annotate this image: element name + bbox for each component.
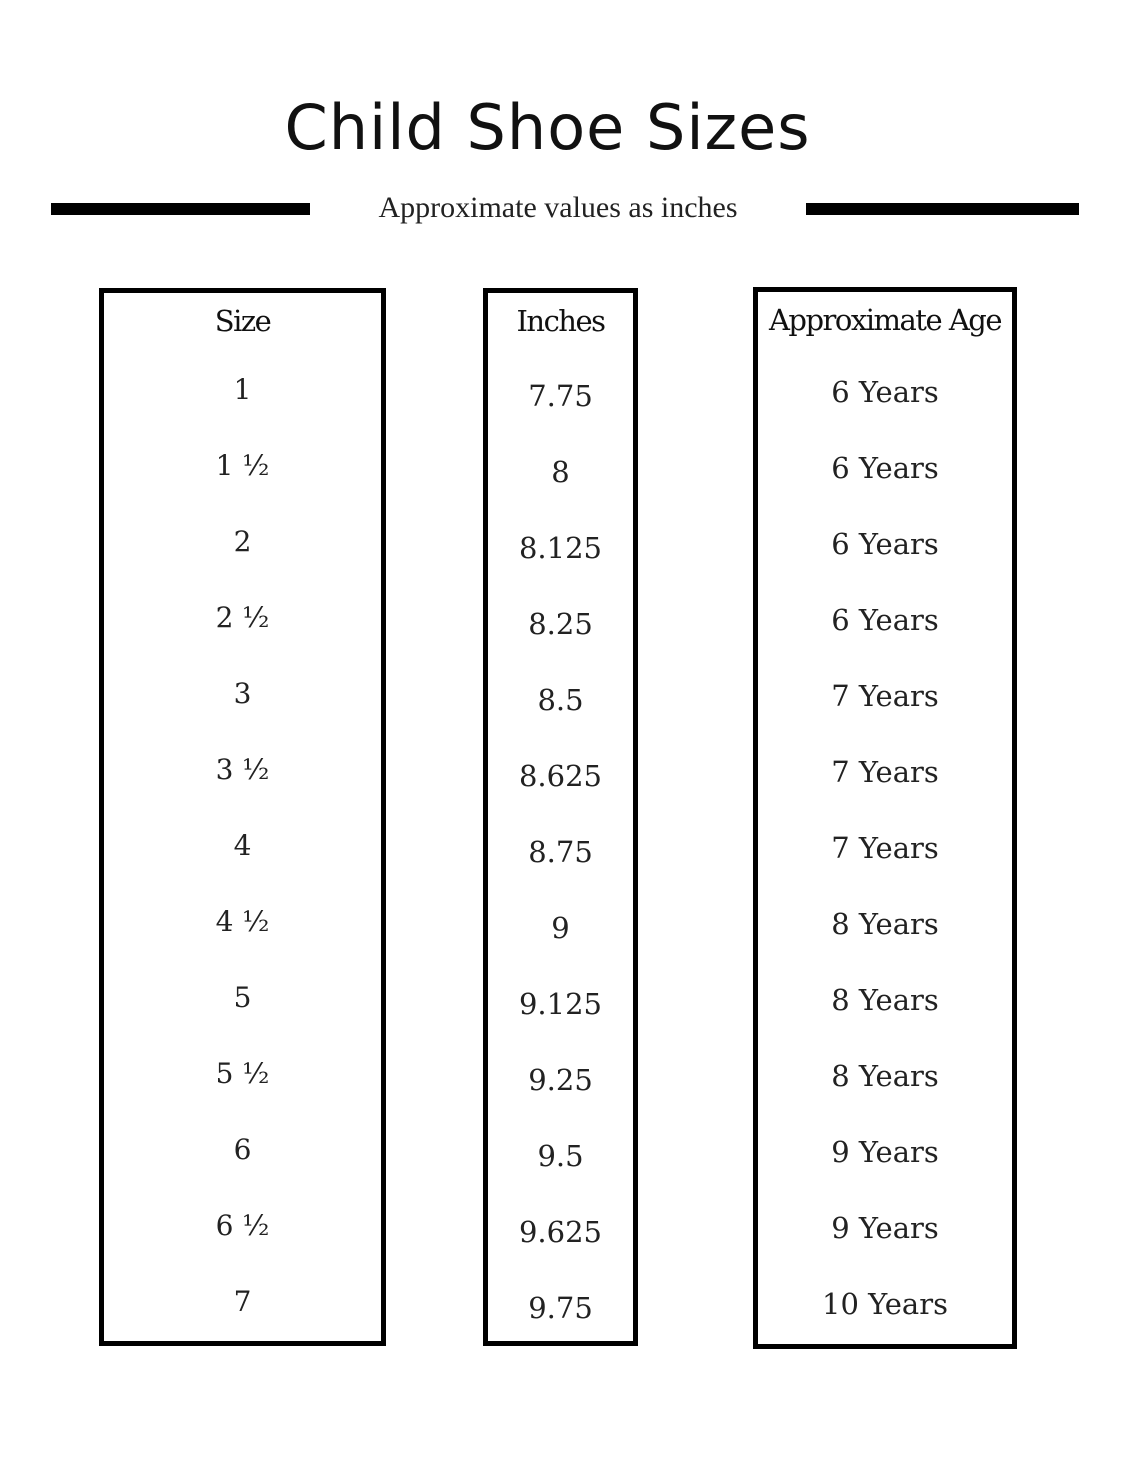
- inches-cell: 9.625: [518, 1215, 603, 1249]
- age-cell: 7 Years: [831, 831, 939, 865]
- size-cell: 6: [233, 1133, 252, 1166]
- inches-cell: 8.625: [518, 759, 603, 793]
- inches-cell: 8.75: [528, 835, 593, 869]
- page-subtitle: Approximate values as inches: [378, 191, 738, 224]
- size-cell: 1 ½: [215, 449, 270, 482]
- size-cell: 3: [233, 677, 252, 710]
- divider-right: [806, 203, 1079, 215]
- inches-cell: 8.25: [528, 607, 593, 641]
- age-cell: 9 Years: [831, 1135, 939, 1169]
- age-column: [753, 287, 1017, 1349]
- age-cell: 7 Years: [831, 679, 939, 713]
- inches-cell: 8.5: [537, 683, 584, 717]
- inches-cell: 9.5: [537, 1139, 584, 1173]
- size-cell: 6 ½: [215, 1209, 270, 1242]
- inches-column-header: Inches: [516, 304, 605, 338]
- inches-cell: 9.125: [518, 987, 603, 1021]
- age-cell: 9 Years: [831, 1211, 939, 1245]
- size-cell: 2: [233, 525, 252, 558]
- size-cell: 4: [233, 829, 252, 862]
- age-cell: 8 Years: [831, 1059, 939, 1093]
- age-cell: 6 Years: [831, 451, 939, 485]
- age-cell: 6 Years: [831, 527, 939, 561]
- age-cell: 7 Years: [831, 755, 939, 789]
- page-title: Child Shoe Sizes: [284, 91, 811, 164]
- size-cell: 1: [233, 373, 252, 406]
- age-cell: 6 Years: [831, 603, 939, 637]
- size-column-header: Size: [214, 304, 271, 338]
- divider-left: [51, 203, 310, 215]
- size-cell: 7: [233, 1285, 252, 1318]
- age-column-header: Approximate Age: [768, 303, 1001, 337]
- size-cell: 3 ½: [215, 753, 270, 786]
- inches-cell: 9.75: [528, 1291, 593, 1325]
- inches-cell: 9: [551, 911, 570, 945]
- inches-cell: 8.125: [518, 531, 603, 565]
- inches-cell: 8: [551, 455, 570, 489]
- inches-cell: 7.75: [528, 379, 593, 413]
- size-column: [99, 288, 386, 1346]
- age-cell: 8 Years: [831, 907, 939, 941]
- size-cell: 2 ½: [215, 601, 270, 634]
- age-cell: 8 Years: [831, 983, 939, 1017]
- age-cell: 6 Years: [831, 375, 939, 409]
- inches-cell: 9.25: [528, 1063, 593, 1097]
- inches-column: [483, 288, 638, 1346]
- size-cell: 5: [233, 981, 252, 1014]
- size-cell: 5 ½: [215, 1057, 270, 1090]
- age-cell: 10 Years: [822, 1287, 948, 1321]
- size-cell: 4 ½: [215, 905, 270, 938]
